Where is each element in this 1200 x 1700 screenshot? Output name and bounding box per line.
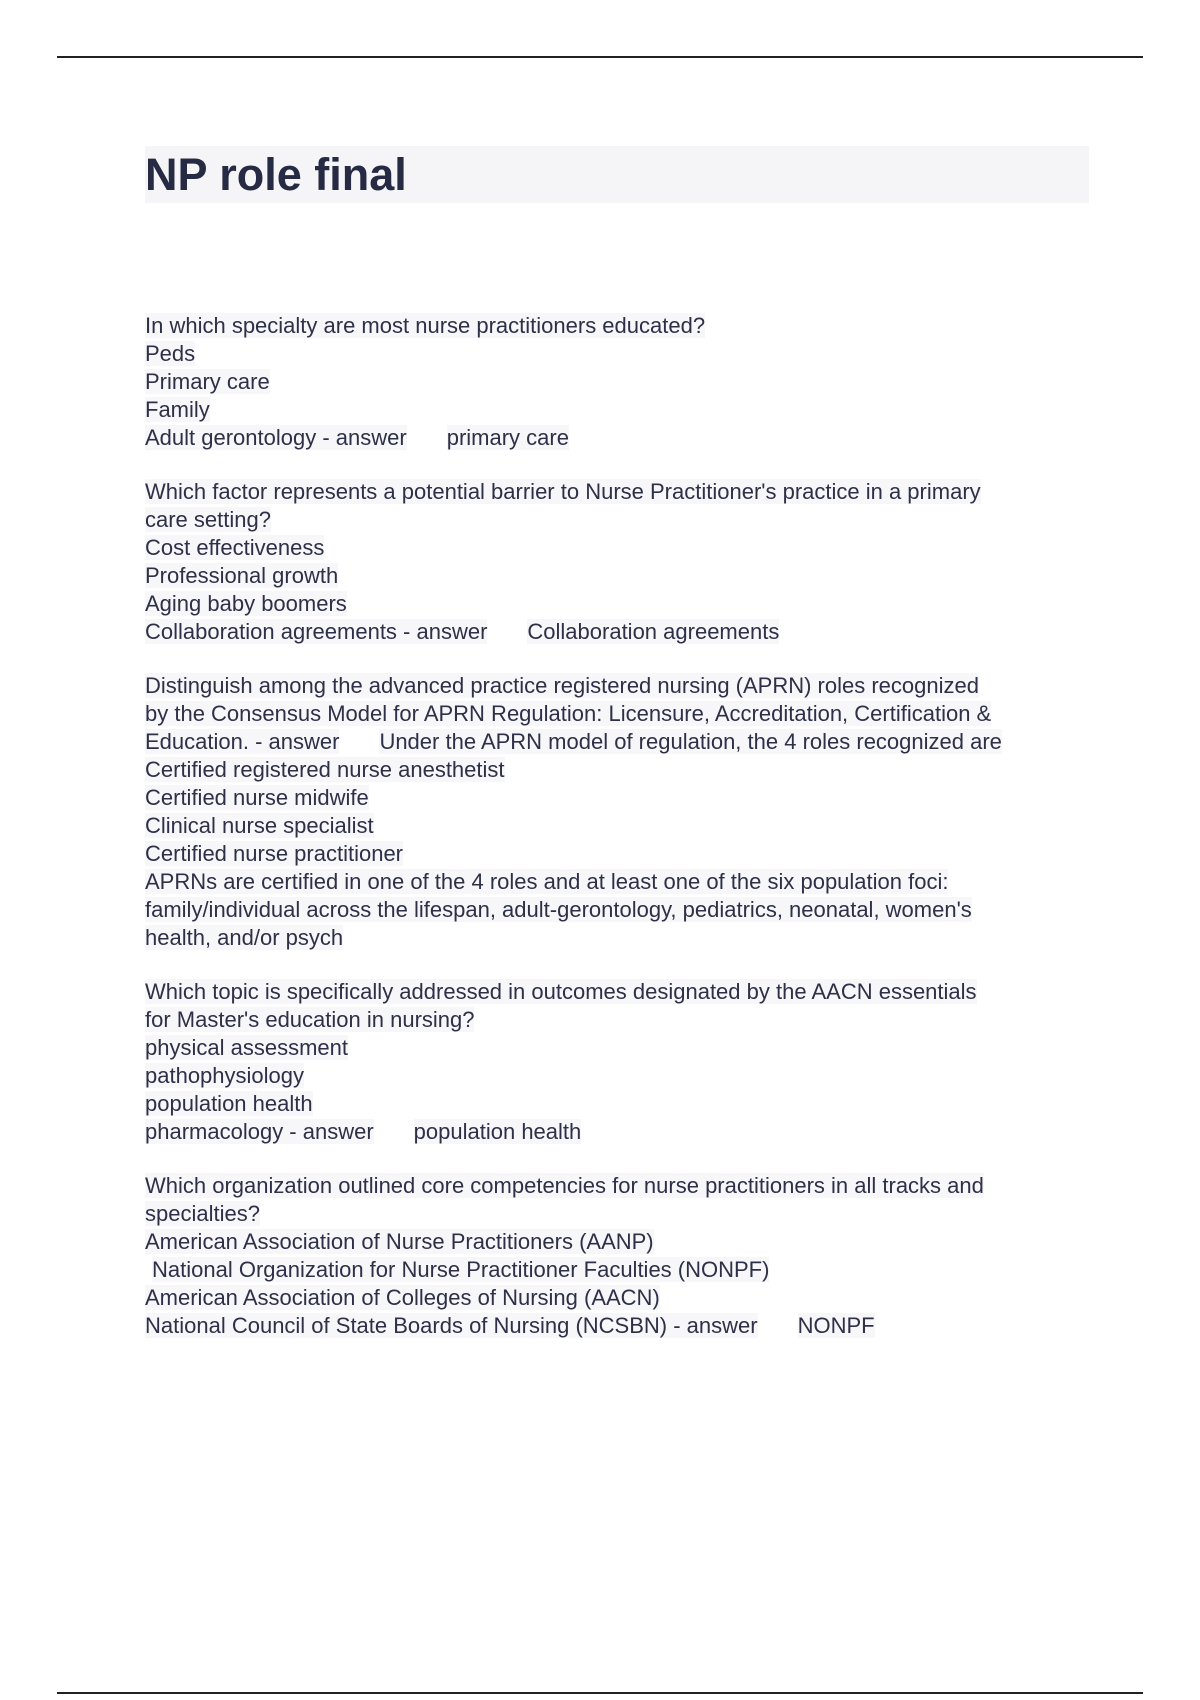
answer-text: primary care [446,425,569,450]
answer-text: Under the APRN model of regulation, the 4 roles recognized are [379,729,1002,754]
option-text: population health [145,1091,313,1116]
top-rule [57,56,1143,58]
answer-text: NONPF [797,1313,875,1338]
question-text: care setting? [145,507,271,532]
answer-text: population health [413,1119,582,1144]
option-text: Primary care [145,369,270,394]
question-text: In which specialty are most nurse practitioners educated? [145,313,706,338]
option-text: American Association of Nurse Practitioners (AANP) [145,1229,654,1254]
option-text: Professional growth [145,563,339,588]
answer-detail: Certified nurse practitioner [145,841,404,866]
answer-detail: family/individual across the lifespan, adult-gerontology, pediatrics, neonatal, women's [145,897,972,922]
option-text: National Organization for Nurse Practitioner Faculties (NONPF) [152,1257,770,1282]
answer-text: Collaboration agreements [527,619,780,644]
qa-item [145,672,1095,952]
answer-line: Education. - answer Under the APRN model of regulation, the 4 roles recognized are [145,729,1002,754]
document-title: NP role final [145,149,407,200]
answer-line: National Council of State Boards of Nursing (NCSBN) - answer NONPF [145,1313,875,1338]
qa-item [145,478,1095,646]
qa-item [145,1172,1095,1340]
question-text: specialties? [145,1201,260,1226]
option-text: physical assessment [145,1035,348,1060]
answer-detail: Clinical nurse specialist [145,813,374,838]
bottom-rule [57,1692,1143,1694]
answer-line: pharmacology - answer population health [145,1119,582,1144]
qa-item [145,978,1095,1146]
question-text: Which topic is specifically addressed in outcomes designated by the AACN essentials [145,979,977,1004]
question-text: Distinguish among the advanced practice registered nursing (APRN) roles recognized [145,673,979,698]
question-text: Which factor represents a potential barrier to Nurse Practitioner's practice in a primary [145,479,981,504]
answer-detail: Certified nurse midwife [145,785,369,810]
question-text: Which organization outlined core competencies for nurse practitioners in all tracks and [145,1173,984,1198]
answer-detail: APRNs are certified in one of the 4 roles and at least one of the six population foci: [145,869,949,894]
answer-line: Collaboration agreements - answer Collaboration agreements [145,619,780,644]
option-text: Family [145,397,210,422]
option-text: Cost effectiveness [145,535,325,560]
option-text: Aging baby boomers [145,591,347,616]
title-bar [145,146,1089,203]
question-text: for Master's education in nursing? [145,1007,475,1032]
answer-detail: Certified registered nurse anesthetist [145,757,505,782]
answer-detail: health, and/or psych [145,925,344,950]
option-text: Peds [145,341,196,366]
qa-list [145,312,1095,1366]
question-text: by the Consensus Model for APRN Regulation: Licensure, Accreditation, Certification & [145,701,992,726]
answer-line: Adult gerontology - answer primary care [145,425,569,450]
qa-item [145,312,1095,452]
option-text: pathophysiology [145,1063,305,1088]
option-text: American Association of Colleges of Nursing (AACN) [145,1285,660,1310]
